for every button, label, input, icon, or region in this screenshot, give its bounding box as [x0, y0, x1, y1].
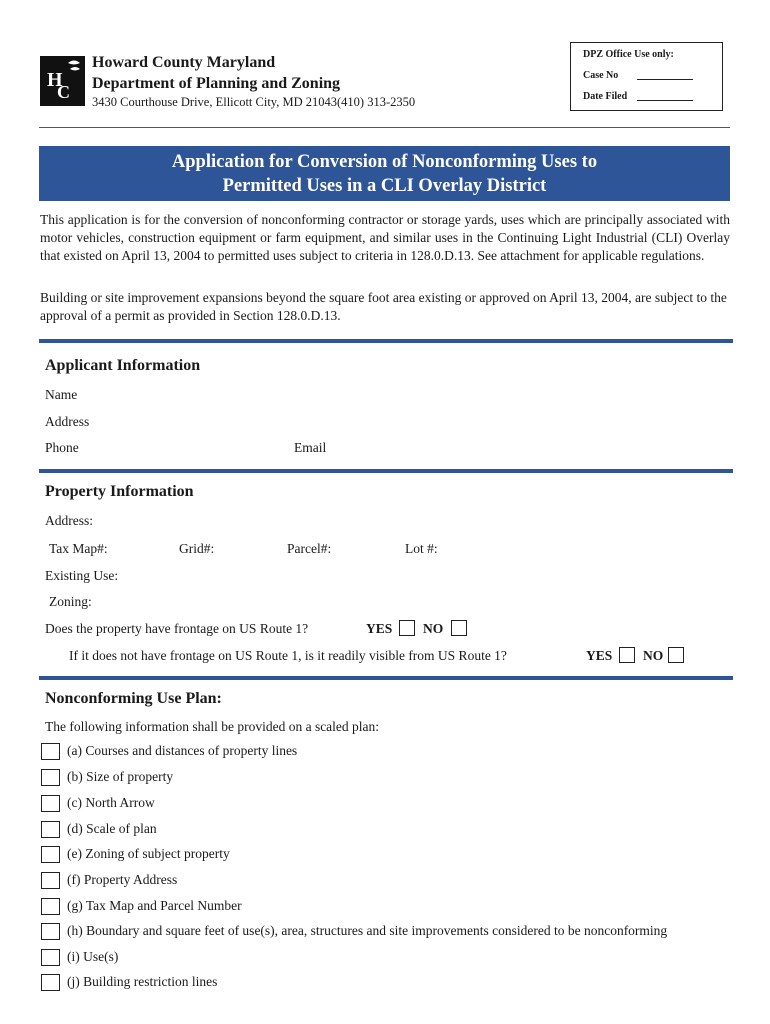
form-title-band: [39, 146, 730, 201]
grid-field[interactable]: Grid#:: [179, 541, 215, 556]
visible-question: If it does not have frontage on US Route 1, is it readily visible from US Route 1?: [69, 648, 507, 663]
visible-no-label: NO: [643, 648, 664, 663]
applicant-name-field[interactable]: Name: [45, 387, 78, 402]
applicant-phone-field[interactable]: Phone: [45, 440, 79, 455]
plan-item-i-label: (i) Use(s): [67, 949, 119, 964]
org-name: Howard County Maryland: [92, 54, 276, 71]
visible-yes-label: YES: [586, 648, 613, 663]
intro-paragraph-1: This application is for the conversion of nonconforming contractor or storage yards, uses which are principally associated with motor vehicles, construction equipment or farm equipment, and similar uses in the Continuing Light Industrial (CLI) Overlay that existed on April 13, 2004 to permitted uses subject to criteria in 128.0.D.13. See attachment for applicable regulations.: [40, 212, 730, 263]
plan-item-f-checkbox[interactable]: [41, 872, 60, 889]
applicant-email-field[interactable]: Email: [294, 440, 327, 455]
plan-item-j-label: (j) Building restriction lines: [67, 974, 218, 989]
plan-item-a-checkbox[interactable]: [41, 743, 60, 760]
plan-item-d-label: (d) Scale of plan: [67, 821, 157, 836]
tax-map-field[interactable]: Tax Map#:: [49, 541, 108, 556]
header-divider: [39, 127, 730, 128]
property-heading: Property Information: [45, 483, 194, 500]
date-filed-field[interactable]: [637, 100, 693, 101]
visible-yes-checkbox[interactable]: [619, 647, 635, 663]
frontage-no-label: NO: [423, 621, 444, 636]
intro-paragraph-2: Building or site improvement expansions beyond the square foot area existing or approved on April 13, 2004, are subject to the approval of a permit as provided in Section 128.0.D.13.: [40, 290, 727, 323]
property-address-field[interactable]: Address:: [45, 513, 93, 528]
plan-section-rule: [39, 676, 733, 680]
hc-logo-icon: [40, 56, 85, 106]
plan-item-j-checkbox[interactable]: [41, 974, 60, 991]
applicant-section-rule: [39, 339, 733, 343]
plan-item-c-label: (c) North Arrow: [67, 795, 155, 810]
plan-item-b-label: (b) Size of property: [67, 769, 174, 784]
plan-intro: The following information shall be provided on a scaled plan:: [45, 719, 380, 734]
department-name: Department of Planning and Zoning: [92, 75, 341, 92]
plan-item-g-label: (g) Tax Map and Parcel Number: [67, 898, 242, 913]
applicant-address-field[interactable]: Address: [45, 414, 90, 429]
hc-logo-graphic: [40, 56, 85, 106]
plan-heading: Nonconforming Use Plan:: [45, 690, 222, 707]
applicant-heading: Applicant Information: [45, 357, 201, 374]
plan-item-c-checkbox[interactable]: [41, 795, 60, 812]
existing-use-field[interactable]: Existing Use:: [45, 568, 119, 583]
case-no-field[interactable]: [637, 79, 693, 80]
form-title-line2: Permitted Uses in a CLI Overlay District: [222, 176, 547, 196]
plan-item-h-checkbox[interactable]: [41, 923, 60, 940]
office-use-box: [570, 42, 723, 111]
office-use-title: DPZ Office Use only:: [583, 49, 674, 60]
plan-item-f-label: (f) Property Address: [67, 872, 178, 887]
frontage-yes-checkbox[interactable]: [399, 620, 415, 636]
parcel-field[interactable]: Parcel#:: [287, 541, 332, 556]
plan-item-d-checkbox[interactable]: [41, 821, 60, 838]
date-filed-label: Date Filed: [583, 91, 628, 102]
case-no-label: Case No: [583, 70, 619, 81]
visible-no-checkbox[interactable]: [668, 647, 684, 663]
plan-item-e-label: (e) Zoning of subject property: [67, 846, 230, 861]
plan-item-i-checkbox[interactable]: [41, 949, 60, 966]
form-title-line1: Application for Conversion of Nonconforming Uses to: [171, 152, 598, 172]
plan-item-e-checkbox[interactable]: [41, 846, 60, 863]
frontage-yes-label: YES: [366, 621, 393, 636]
plan-item-a-label: (a) Courses and distances of property lines: [67, 743, 298, 758]
org-address: 3430 Courthouse Drive, Ellicott City, MD 21043(410) 313-2350: [92, 95, 416, 109]
svg-text:H: H: [47, 69, 63, 91]
lot-field[interactable]: Lot #:: [405, 541, 438, 556]
plan-item-g-checkbox[interactable]: [41, 898, 60, 915]
property-section-rule: [39, 469, 733, 473]
zoning-field[interactable]: Zoning:: [49, 594, 92, 609]
svg-text:C: C: [57, 82, 70, 102]
frontage-no-checkbox[interactable]: [451, 620, 467, 636]
plan-item-b-checkbox[interactable]: [41, 769, 60, 786]
plan-item-h-label: (h) Boundary and square feet of use(s), area, structures and site improvements considered to be nonconforming: [67, 923, 668, 938]
frontage-question: Does the property have frontage on US Route 1?: [45, 621, 309, 636]
